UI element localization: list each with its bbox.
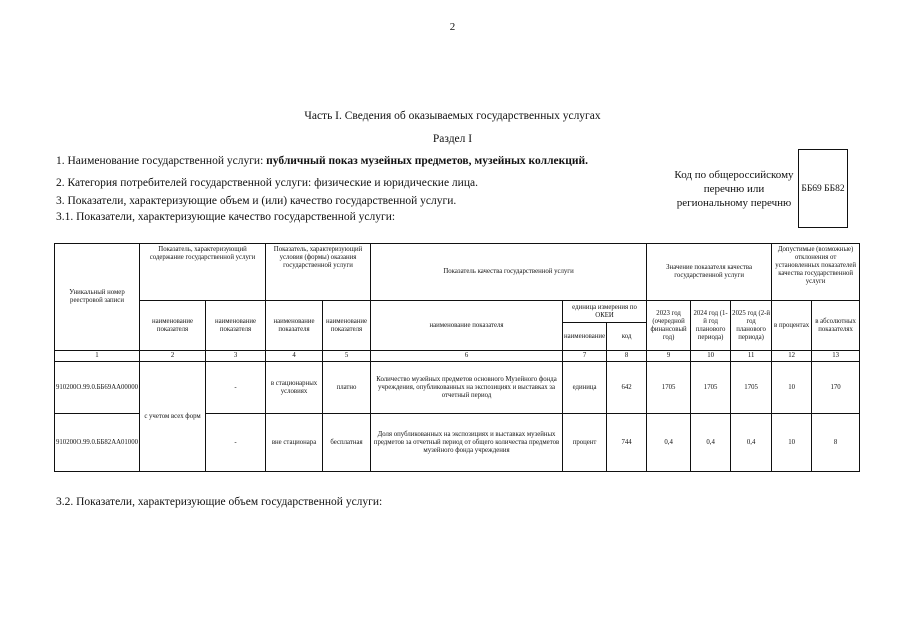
value-2023: 0,4 xyxy=(647,414,691,472)
condition-indicator-1: в стационарных условиях xyxy=(266,362,323,414)
column-number: 9 xyxy=(647,351,691,362)
service-name-value: публичный показ музейных предметов, музейных коллекций. xyxy=(266,155,589,167)
value-2024: 1705 xyxy=(691,362,731,414)
subheader-2023: 2023 год (очередной финансовый год) xyxy=(647,301,691,351)
section-title: Раздел I xyxy=(432,133,473,145)
unit-code: 744 xyxy=(607,414,647,472)
value-2023: 1705 xyxy=(647,362,691,414)
value-2025: 0,4 xyxy=(731,414,772,472)
subheader-absolute: в абсолютных показателях xyxy=(812,301,860,351)
indicators-line: 3. Показатели, характеризующие объем и (или) качество государственной услуги. xyxy=(56,195,457,207)
unit-name: процент xyxy=(563,414,607,472)
okved-label-line: Код по общероссийскому xyxy=(674,169,794,181)
header-content: Показатель, характеризующий содержание государственной услуги xyxy=(140,244,266,301)
content-all-forms: с учетом всех форм xyxy=(140,362,206,472)
subheader-conditions-2: наименование показателя xyxy=(323,301,371,351)
condition-indicator-2: платно xyxy=(323,362,371,414)
content-indicator-2: - xyxy=(206,362,266,414)
service-name-line xyxy=(56,155,588,167)
unit-name: единица xyxy=(563,362,607,414)
subheader-content-1: наименование показателя xyxy=(140,301,206,351)
column-number: 3 xyxy=(206,351,266,362)
part-title: Часть I. Сведения об оказываемых государственных услугах xyxy=(304,110,601,122)
okved-code-box xyxy=(798,149,848,228)
header-unique-number: Уникальный номер реестровой записи xyxy=(55,244,140,351)
value-2024: 0,4 xyxy=(691,414,731,472)
header-value: Значение показателя качества государственной услуги xyxy=(647,244,772,301)
deviation-absolute: 170 xyxy=(812,362,860,414)
volume-indicators-line: 3.2. Показатели, характеризующие объем государственной услуги: xyxy=(56,496,383,508)
column-number: 11 xyxy=(731,351,772,362)
registry-number: 910200О.99.0.ББ82АА01000 xyxy=(55,414,140,472)
deviation-absolute: 8 xyxy=(812,414,860,472)
deviation-percent: 10 xyxy=(772,362,812,414)
subheader-2025: 2025 год (2-й год планового периода) xyxy=(731,301,772,351)
content-indicator-2: - xyxy=(206,414,266,472)
subheader-conditions-1: наименование показателя xyxy=(266,301,323,351)
header-quality: Показатель качества государственной услуги xyxy=(371,244,647,301)
subheader-unit-code: код xyxy=(607,323,647,351)
header-conditions: Показатель, характеризующий условия (формы) оказания государственной услуги xyxy=(266,244,371,301)
column-number: 1 xyxy=(55,351,140,362)
quality-table xyxy=(54,243,860,472)
subheader-indicator-name: наименование показателя xyxy=(371,301,563,351)
column-number: 7 xyxy=(563,351,607,362)
header-deviation: Допустимые (возможные) отклонения от установленных показателей качества государственной услуги xyxy=(772,244,860,301)
subheader-percent: в процентах xyxy=(772,301,812,351)
subheader-2024: 2024 год (1-й год планового периода) xyxy=(691,301,731,351)
registry-number: 910200О.99.0.ББ69АА00000 xyxy=(55,362,140,414)
page-number: 2 xyxy=(449,21,456,33)
okved-code: ББ69 ББ82 xyxy=(801,183,845,194)
value-2025: 1705 xyxy=(731,362,772,414)
column-number: 4 xyxy=(266,351,323,362)
subheader-unit: единица измерения по ОКЕИ xyxy=(563,301,647,323)
column-number: 8 xyxy=(607,351,647,362)
column-number: 10 xyxy=(691,351,731,362)
subheader-content-2: наименование показателя xyxy=(206,301,266,351)
unit-code: 642 xyxy=(607,362,647,414)
consumer-category-line: 2. Категория потребителей государственной услуги: физические и юридические лица. xyxy=(56,177,478,189)
column-number: 5 xyxy=(323,351,371,362)
condition-indicator-1: вне стационара xyxy=(266,414,323,472)
service-name-label: 1. Наименование государственной услуги: xyxy=(56,155,264,167)
table-row xyxy=(55,362,860,414)
subheader-unit-name: наименование xyxy=(563,323,607,351)
column-number: 13 xyxy=(812,351,860,362)
column-number: 12 xyxy=(772,351,812,362)
quality-indicator-name: Доля опубликованных на экспозициях и выставках музейных предметов за отчетный период от общего количества предметов музейного фонда учреждения xyxy=(371,414,563,472)
deviation-percent: 10 xyxy=(772,414,812,472)
okved-label xyxy=(670,168,798,210)
okved-label-line: региональному перечню xyxy=(676,197,792,209)
condition-indicator-2: бесплатная xyxy=(323,414,371,472)
quality-indicator-name: Количество музейных предметов основного Музейного фонда учреждения, опубликованных на экспозициях и выставках за отчетный период xyxy=(371,362,563,414)
okved-label-line: перечню или xyxy=(703,183,765,195)
column-number: 2 xyxy=(140,351,206,362)
column-number: 6 xyxy=(371,351,563,362)
quality-indicators-line: 3.1. Показатели, характеризующие качество государственной услуги: xyxy=(56,211,396,223)
